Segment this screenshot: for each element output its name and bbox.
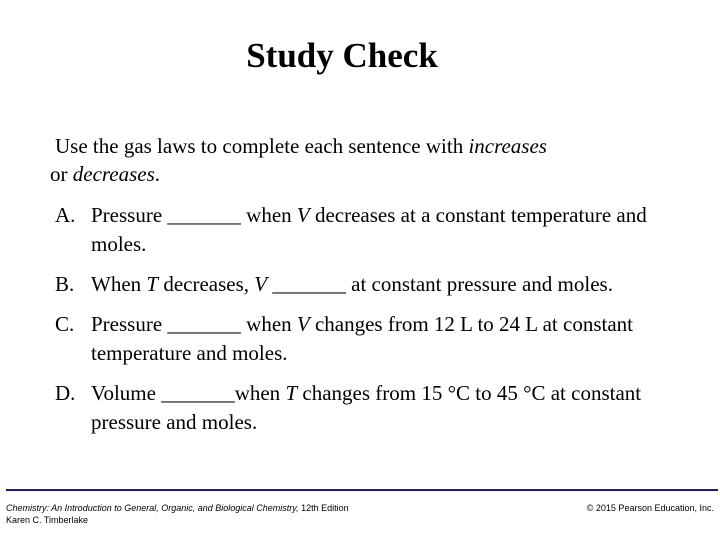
item-text xyxy=(91,270,705,299)
copyright-notice: © 2015 Pearson Education, Inc. xyxy=(586,503,714,513)
instructions xyxy=(50,132,695,188)
question-a xyxy=(55,201,705,259)
variable-t: T xyxy=(146,272,159,296)
item-letter: C. xyxy=(55,312,75,336)
item-letter: D. xyxy=(55,381,76,405)
item-letter: A. xyxy=(55,203,76,227)
footer-citation xyxy=(6,502,349,526)
item-letter: B. xyxy=(55,272,75,296)
item-text xyxy=(91,379,705,437)
word-increases: increases xyxy=(468,134,547,158)
text-part: changes from 15 °C to 45 °C at constant pressure and moles. xyxy=(91,381,642,434)
text-part: decreases at a constant temperature and moles. xyxy=(91,203,647,256)
intro-text-end: . xyxy=(154,162,161,186)
question-c xyxy=(55,310,705,368)
footer-divider xyxy=(6,489,718,491)
book-title: Chemistry: An Introduction to General, Organic, and Biological Chemistry, xyxy=(6,503,299,513)
text-part: changes from 12 L to 24 L at constant temperature and moles. xyxy=(91,312,633,365)
text-part: decreases, xyxy=(158,272,255,296)
intro-text-start: Use the gas laws to complete each sentence with xyxy=(55,134,469,158)
text-part: Volume _______when xyxy=(91,381,286,405)
text-part: Pressure _______ when xyxy=(91,312,297,336)
book-author: Karen C. Timberlake xyxy=(6,515,89,525)
text-part: Pressure _______ when xyxy=(91,203,297,227)
intro-text-or: or xyxy=(50,162,73,186)
text-part: _______ at constant pressure and moles. xyxy=(267,272,613,296)
variable-v: V xyxy=(296,203,310,227)
question-d xyxy=(55,379,705,437)
question-b xyxy=(55,270,705,299)
item-text xyxy=(91,310,705,368)
text-part: When xyxy=(91,272,147,296)
word-decreases: decreases xyxy=(72,162,155,186)
book-edition: 12th Edition xyxy=(298,503,349,513)
item-text xyxy=(91,201,705,259)
variable-t: T xyxy=(285,381,298,405)
page-title: Study Check xyxy=(246,36,438,75)
variable-v: V xyxy=(296,312,310,336)
variable-v: V xyxy=(254,272,268,296)
